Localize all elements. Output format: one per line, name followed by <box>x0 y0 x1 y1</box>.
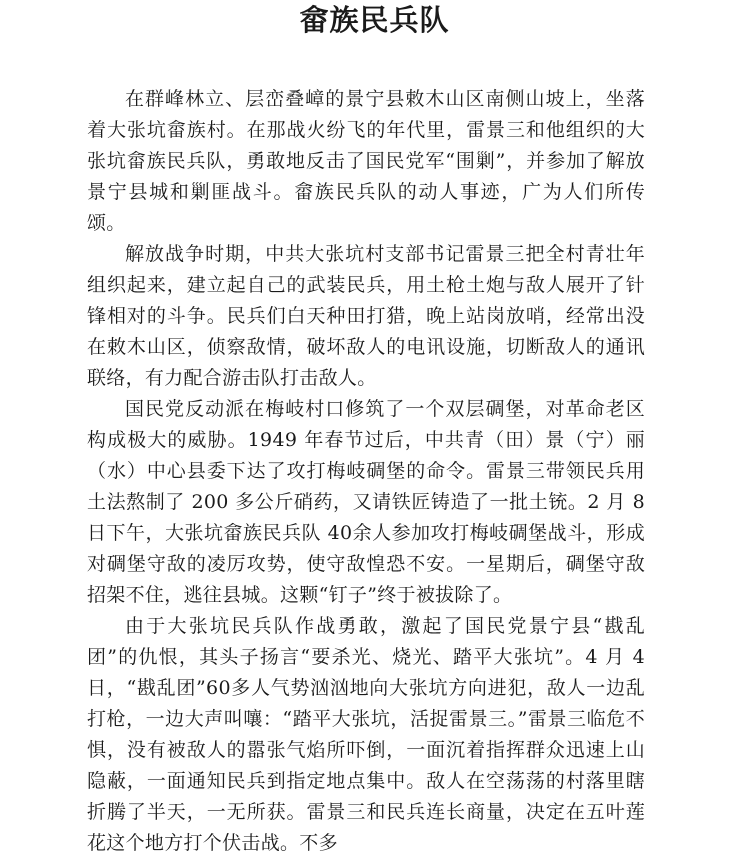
paragraph-2: 解放战争时期，中共大张坑村支部书记雷景三把全村青壮年组织起来，建立起自己的武装民兵，用土枪土炮与敌人展开了针锋相对的斗争。民兵们白天种田打猎，晚上站岗放哨，经常出没在敕木山区，侦察敌情，破坏敌人的电讯设施，切断敌人的通讯联络，有力配合游击队打击敌人。 <box>87 243 645 389</box>
page-title: 畲族民兵队 <box>299 3 450 37</box>
paragraph-1: 在群峰林立、层峦叠嶂的景宁县敕木山区南侧山坡上，坐落着大张坑畲族村。在那战火纷飞的年代里，雷景三和他组织的大张坑畲族民兵队，勇敢地反击了国民党军“围剿”，并参加了解放景宁县城和剿匪战斗。畲族民兵队的动人事迹，广为人们所传颂。 <box>87 88 645 234</box>
paragraph-4: 由于大张坑民兵队作战勇敢，激起了国民党景宁县“戡乱团”的仇恨，其头子扬言“要杀光、烧光、踏平大张坑”。4 月 4 日，“戡乱团”60多人气势汹汹地向大张坑方向进犯，敌人一边乱打枪，一边大声叫嚷：“踏平大张坑，活捉雷景三。”雷景三临危不惧，没有被敌人的嚣张气焰所吓倒，一面沉着指挥群众迅速上山隐蔽，一面通知民兵到指定地点集中。敌人在空荡荡的村落里瞎折腾了半天，一无所获。雷景三和民兵连长商量，决定在五叶莲花这个地方打个伏击战。不多 <box>87 615 645 854</box>
article-body <box>87 84 645 859</box>
paragraph-3: 国民党反动派在梅岐村口修筑了一个双层碉堡，对革命老区构成极大的威胁。1949 年春节过后，中共青（田）景（宁）丽（水）中心县委下达了攻打梅岐碉堡的命令。雷景三带领民兵用土法熬制了 200 多公斤硝药，又请铁匠铸造了一批土铳。2 月 8 日下午，大张坑畲族民兵队 40余人参加攻打梅岐碉堡战斗，形成对碉堡守敌的凌厉攻势，使守敌惶恐不安。一星期后，碉堡守敌招架不住，逃往县城。这颗“钉子”终于被拔除了。 <box>87 398 645 606</box>
